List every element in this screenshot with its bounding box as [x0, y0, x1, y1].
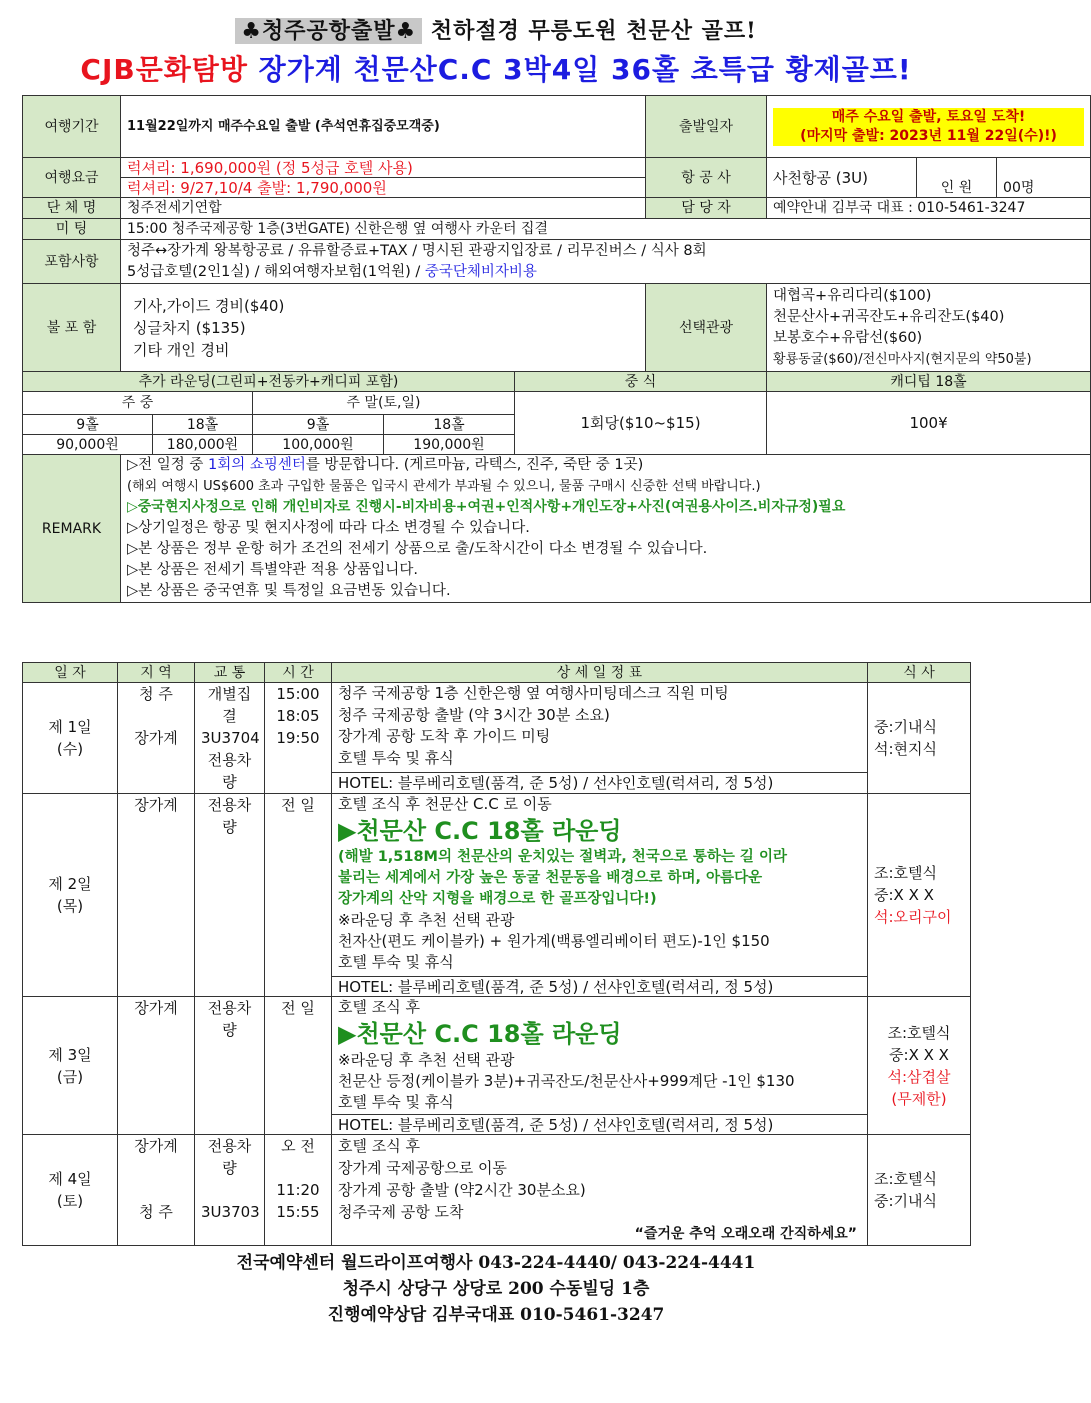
remark-list — [121, 455, 1091, 603]
weekend-18-price: 190,000원 — [384, 435, 515, 455]
transport-cell: 전용차량 — [207, 751, 252, 791]
schedule-table — [22, 662, 971, 1246]
meal-line: 중:기내식 — [874, 1192, 938, 1210]
time-cell: 11:20 — [276, 1181, 320, 1199]
time-cell: 15:00 — [276, 685, 320, 703]
detail-line: 장가계 공항 도착 후 가이드 미팅 — [338, 727, 551, 745]
weekend-header: 주 말(토,일) — [253, 392, 515, 415]
detail-line: 호텔 조식 후 천문산 C.C 로 이동 — [338, 795, 552, 813]
include-line-2a: 5성급호텔(2인1실) / 해외여행자보험(1억원) / — [127, 263, 425, 280]
col-transport: 교 통 — [195, 663, 265, 683]
day-1-label — [23, 683, 118, 794]
day-1-detail — [332, 683, 868, 773]
manager-value: 예약안내 김부국 대표 : 010-5461-3247 — [767, 198, 1091, 219]
day-2-transport: 전용차량 — [195, 794, 265, 997]
departure-line-2: (마지막 출발: 2023년 11월 22일(수)!) — [800, 127, 1057, 144]
exclude-item: 싱글차지 ($135) — [133, 318, 246, 337]
include-label: 포함사항 — [23, 240, 121, 284]
transport-cell — [201, 1179, 258, 1201]
day-1-hotel: HOTEL: 블루베리호텔(품격, 준 5성) / 선샤인호텔(럭셔리, 정 5성) — [332, 773, 868, 794]
closing-message: “즐거운 추억 오래오래 간직하세요” — [634, 1226, 857, 1242]
detail-line: 청주국제 공항 도착 — [338, 1203, 464, 1221]
day-number: 제 4일 — [48, 1170, 92, 1188]
remark-label: REMARK — [23, 455, 121, 603]
time-cell: 19:50 — [276, 729, 320, 747]
meal-line: 석:오리구이 — [874, 908, 952, 926]
weekday-9-price: 90,000원 — [23, 435, 153, 455]
remark-line: ▷중국현지사정으로 인해 개인비자로 진행시-비자비용+여권+인적사항+개인도장+사진(여권용사이즈.비자규정)필요 — [127, 499, 846, 515]
people-value: 00명 — [997, 158, 1091, 198]
meeting-value: 15:00 청주국제공항 1층(3번GATE) 신한은행 옆 여행사 카운터 집결 — [121, 219, 1091, 240]
col-time: 시 간 — [265, 663, 332, 683]
include-line-1: 청주↔장가계 왕복항공료 / 유류할증료+TAX / 명시된 관광지입장료 / 리무진버스 / 식사 8회 — [127, 242, 707, 259]
region-cell: 청 주 — [139, 685, 173, 703]
day-number: 제 3일 — [48, 1045, 92, 1064]
weekday-18-price: 180,000원 — [153, 435, 253, 455]
remark-text: ▷전 일정 중 — [127, 457, 209, 473]
departure-line-1: 매주 수요일 출발, 토요일 도착! — [831, 108, 1026, 125]
day-of-week: (금) — [56, 1067, 84, 1086]
day-2-meals — [868, 794, 971, 997]
course-description: (해발 1,518M의 천문산의 운치있는 절벽과, 천국으로 통하는 길 이라 — [338, 849, 787, 865]
detail-line: 호텔 조식 후 — [338, 998, 420, 1016]
region-cell: 장가계 — [134, 729, 178, 747]
time-cell: 18:05 — [276, 707, 320, 725]
meal-line: 중:X X X — [889, 1045, 949, 1064]
header-subtitle: 천하절경 무릉도원 천문산 골프! — [430, 18, 757, 44]
footer-address: 청주시 상당구 상당로 200 수동빌딩 1층 — [342, 1279, 650, 1299]
region-cell — [124, 1179, 188, 1201]
day-number: 제 2일 — [48, 875, 92, 893]
remark-line: ▷상기일정은 항공 및 현지사정에 따라 다소 변경될 수 있습니다. — [127, 520, 530, 536]
transport-cell: 개별집결 — [207, 685, 252, 725]
day-3-label — [23, 997, 118, 1135]
header-club-tag: ♣청주공항출발♣ — [235, 18, 422, 44]
weekend-9-label: 9홀 — [253, 415, 384, 435]
day-2-detail — [332, 794, 868, 977]
day-2-label — [23, 794, 118, 997]
meal-line: 조:호텔식 — [874, 1170, 938, 1188]
remark-line — [127, 455, 1084, 476]
day-1-transport — [195, 683, 265, 794]
day-of-week: (수) — [56, 740, 84, 758]
meal-line: 조:호텔식 — [874, 864, 938, 882]
day-4-detail — [332, 1135, 868, 1246]
exclude-list — [121, 284, 646, 372]
detail-line: 장가계 국제공항으로 이동 — [338, 1159, 507, 1177]
group-value: 청주전세기연합 — [121, 198, 646, 219]
transport-cell: 전용차량 — [207, 1137, 252, 1177]
fee-label: 여행요금 — [23, 158, 121, 198]
course-description: 장가계의 산악 지형을 배경으로 한 골프장입니다!) — [338, 891, 657, 907]
option-item: 천문산사+귀곡잔도+유리잔도($40) — [773, 308, 1005, 325]
detail-line: 호텔 투숙 및 휴식 — [338, 748, 454, 767]
departure-highlight — [773, 108, 1084, 146]
day-3-hotel: HOTEL: 블루베리호텔(품격, 준 5성) / 선샤인호텔(럭셔리, 정 5성) — [332, 1115, 868, 1135]
option-list — [767, 284, 1091, 372]
detail-line: 천자산(편도 케이블카) + 원가계(백룡엘리베이터 편도)-1인 $150 — [338, 932, 770, 950]
weekday-9-label: 9홀 — [23, 415, 153, 435]
day-of-week: (목) — [56, 897, 84, 915]
lunch-value: 1회당($10~$15) — [515, 392, 767, 455]
transport-cell: 3U3703 — [201, 1203, 260, 1221]
time-cell — [271, 1157, 325, 1179]
time-cell: 오 전 — [281, 1137, 315, 1155]
day-4-transport — [195, 1135, 265, 1246]
include-line-2 — [127, 262, 1084, 283]
header-line-1 — [0, 14, 992, 45]
option-label: 선택관광 — [646, 284, 767, 372]
exclude-item: 기타 개인 경비 — [133, 340, 230, 359]
detail-line: ※라운딩 후 추천 선택 관광 — [338, 911, 515, 929]
meal-line: 석:현지식 — [874, 740, 938, 758]
remark-line: ▷본 상품은 중국연휴 및 특정일 요금변동 있습니다. — [127, 583, 451, 599]
meal-line: 조:호텔식 — [887, 1023, 951, 1042]
day-1-region — [118, 683, 195, 794]
detail-line: 청주 국제공항 1층 신한은행 옆 여행사미팅데스크 직원 미팅 — [338, 684, 729, 702]
meal-line: 중:X X X — [874, 886, 934, 904]
footer-contact: 전국예약센터 월드라이프여행사 043-224-4440/ 043-224-4441 — [236, 1253, 756, 1273]
day-3-meals — [868, 997, 971, 1135]
airline-label: 항 공 사 — [646, 158, 767, 198]
meal-line: 중:기내식 — [874, 718, 938, 736]
col-date: 일 자 — [23, 663, 118, 683]
visa-included: 중국단체비자비용 — [424, 263, 537, 280]
group-label: 단 체 명 — [23, 198, 121, 219]
region-cell — [124, 705, 188, 727]
day-of-week: (토) — [56, 1192, 84, 1210]
exclude-item: 기사,가이드 경비($40) — [133, 296, 285, 315]
day-4-meals — [868, 1135, 971, 1246]
footer-manager: 진행예약상담 김부국대표 010-5461-3247 — [327, 1305, 665, 1325]
remark-text: 를 방문합니다. (게르마늄, 라텍스, 진주, 죽탄 중 1곳) — [305, 457, 644, 473]
course-description: 불리는 세계에서 가장 높은 동굴 천문동을 배경으로 하며, 아름다운 — [338, 870, 763, 886]
detail-line: 호텔 투숙 및 휴식 — [338, 953, 454, 971]
brand-name: CJB문화탐방 — [80, 53, 248, 86]
remark-line: ▷본 상품은 정부 운항 허가 조건의 전세기 상품으로 출/도착시간이 다소 변경될 수 있습니다. — [127, 541, 708, 557]
detail-line: 호텔 투숙 및 휴식 — [338, 1093, 454, 1111]
day-3-region: 장가계 — [118, 997, 195, 1135]
remark-line: (해외 여행시 US$600 초과 구입한 물품은 입국시 관세가 부과될 수 있으니, 물품 구매시 신중한 선택 바랍니다.) — [127, 479, 761, 494]
weekday-18-label: 18홀 — [153, 415, 253, 435]
day-2-hotel: HOTEL: 블루베리호텔(품격, 준 5성) / 선샤인호텔(럭셔리, 정 5성) — [332, 977, 868, 997]
weekend-18-label: 18홀 — [384, 415, 515, 435]
day-3-time: 전 일 — [265, 997, 332, 1135]
fee-line-2: 럭셔리: 9/27,10/4 출발: 1,790,000원 — [121, 178, 646, 198]
info-table — [22, 95, 1091, 603]
remark-line: ▷본 상품은 전세기 특별약관 적용 상품입니다. — [127, 562, 418, 578]
day-4-label — [23, 1135, 118, 1246]
tour-title: 장가계 천문산C.C 3박4일 36홀 초특급 황제골프! — [258, 53, 912, 86]
round-highlight: ▶천문산 C.C 18홀 라운딩 — [338, 1020, 622, 1048]
departure-cell — [767, 96, 1091, 158]
day-1-meals — [868, 683, 971, 794]
round-highlight: ▶천문산 C.C 18홀 라운딩 — [338, 817, 622, 845]
include-value — [121, 240, 1091, 284]
detail-line: ※라운딩 후 추천 선택 관광 — [338, 1051, 515, 1069]
col-region: 지 역 — [118, 663, 195, 683]
meeting-label: 미 팅 — [23, 219, 121, 240]
exclude-label: 불 포 함 — [23, 284, 121, 372]
weekend-9-price: 100,000원 — [253, 435, 384, 455]
region-cell — [124, 1157, 188, 1179]
period-value: 11월22일까지 매주수요일 출발 (추석연휴집중모객중) — [121, 96, 646, 158]
detail-line: 장가계 공항 출발 (약2시간 30분소요) — [338, 1181, 586, 1199]
time-cell: 15:55 — [276, 1203, 320, 1221]
col-meal: 식 사 — [868, 663, 971, 683]
option-item: 황룡동굴($60)/전신마사지(현지문의 약50불) — [773, 351, 1032, 367]
day-4-region — [118, 1135, 195, 1246]
day-2-region: 장가계 — [118, 794, 195, 997]
weekday-header: 주 중 — [23, 392, 253, 415]
day-1-time — [265, 683, 332, 794]
shopping-count: 1회의 쇼핑센터 — [208, 457, 306, 473]
option-item: 대협곡+유리다리($100) — [773, 287, 932, 304]
region-cell: 청 주 — [139, 1203, 173, 1221]
day-2-time: 전 일 — [265, 794, 332, 997]
caddie-tip-label: 캐디팁 18홀 — [767, 372, 1091, 392]
detail-line: 천문산 등정(케이블카 3분)+귀곡잔도/천문산사+999계단 -1인 $130 — [338, 1072, 795, 1090]
day-3-transport: 전용차량 — [195, 997, 265, 1135]
transport-cell: 3U3704 — [201, 729, 260, 747]
period-label: 여행기간 — [23, 96, 121, 158]
lunch-label: 중 식 — [515, 372, 767, 392]
option-item: 보봉호수+유람선($60) — [773, 329, 923, 346]
people-label: 인 원 — [917, 158, 997, 198]
day-4-time — [265, 1135, 332, 1246]
airline-value: 사천항공 (3U) — [767, 158, 917, 198]
manager-label: 담 당 자 — [646, 198, 767, 219]
caddie-tip-value: 100¥ — [767, 392, 1091, 455]
meal-line: (무제한) — [891, 1089, 947, 1108]
extra-round-title: 추가 라운딩(그린피+전동카+캐디피 포함) — [23, 372, 515, 392]
day-number: 제 1일 — [48, 718, 92, 736]
departure-label: 출발일자 — [646, 96, 767, 158]
page-title — [0, 48, 992, 88]
day-3-detail — [332, 997, 868, 1115]
detail-line: 청주 국제공항 출발 (약 3시간 30분 소요) — [338, 705, 610, 724]
fee-line-1: 럭셔리: 1,690,000원 (정 5성급 호텔 사용) — [121, 158, 646, 178]
detail-line: 호텔 조식 후 — [338, 1137, 420, 1155]
meal-line: 석:삼겹살 — [887, 1067, 951, 1086]
region-cell: 장가계 — [134, 1137, 178, 1155]
col-detail: 상 세 일 정 표 — [332, 663, 868, 683]
